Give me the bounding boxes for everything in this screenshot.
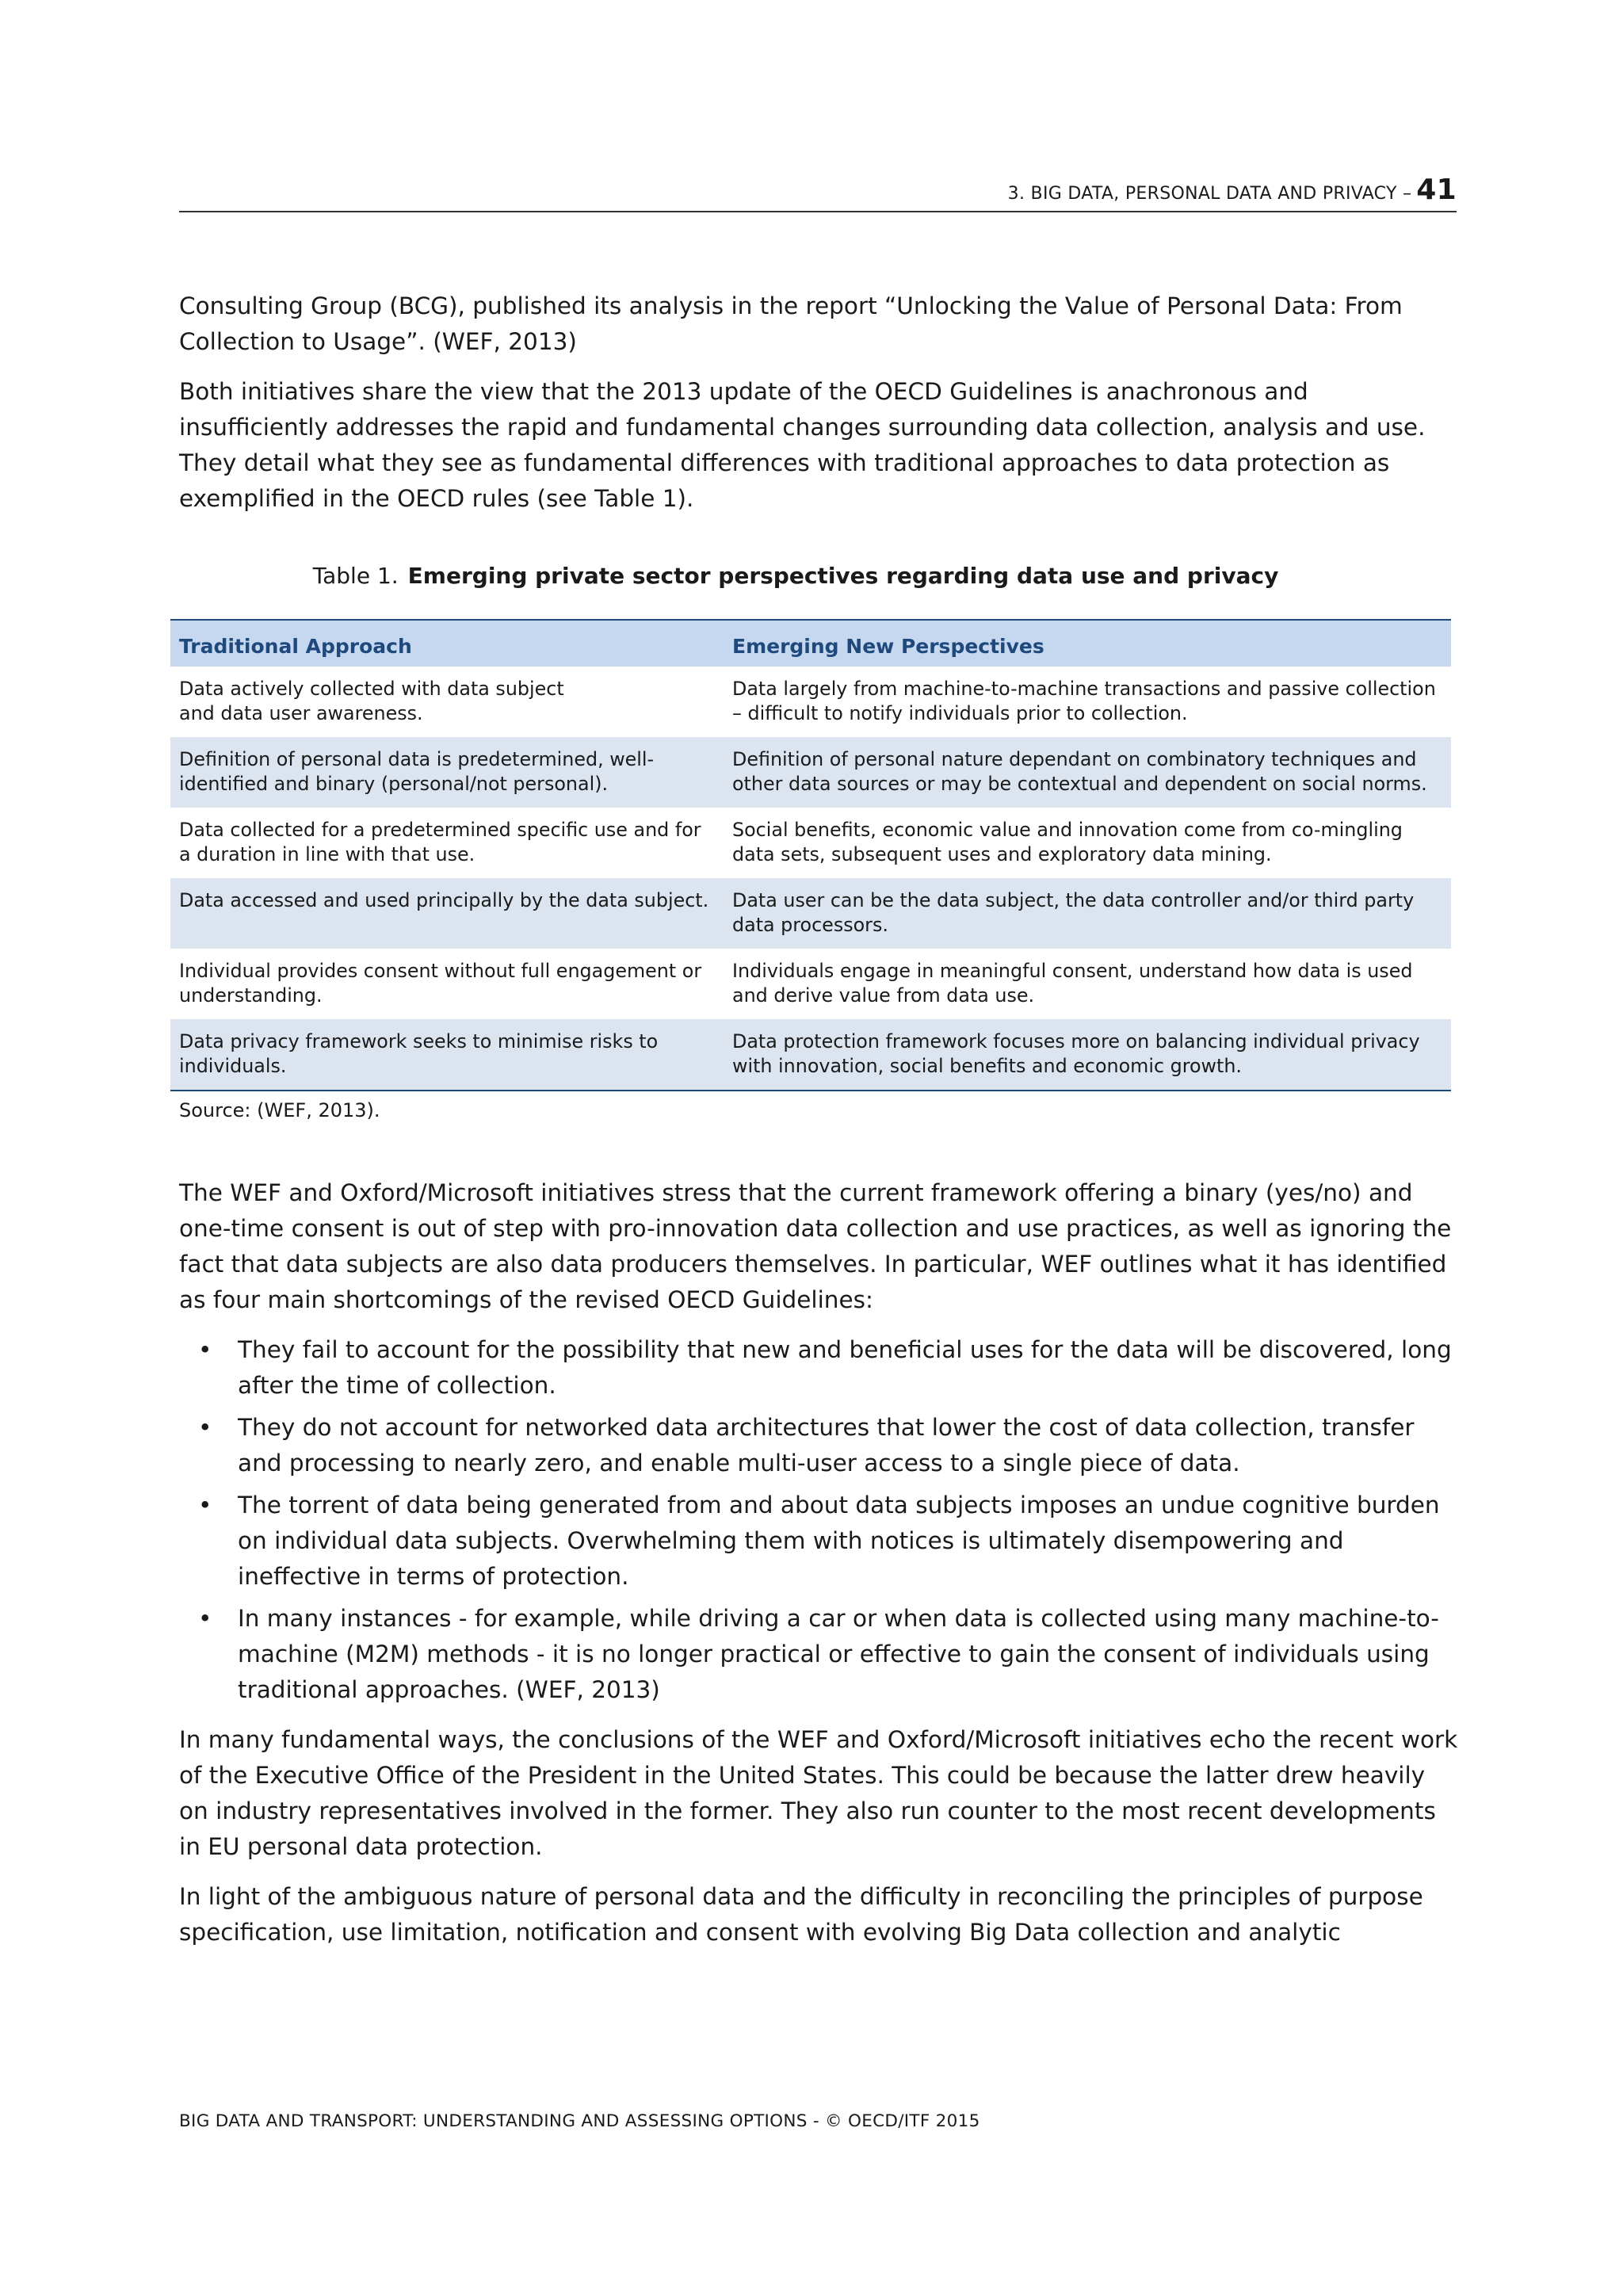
- table-row: [170, 737, 1451, 808]
- table-row: [170, 878, 1451, 949]
- running-header: [179, 171, 1457, 212]
- bullet-icon: •: [198, 1414, 212, 1441]
- table-cell-emerging: Individuals engage in meaningful consent, understand how data is used and derive value from data use.: [732, 960, 1413, 1007]
- table-row: [170, 667, 1451, 737]
- list-item: • In many instances - for example, while driving a car or when data is collected using many machine-to-machine (M2M) methods - it is no longer practical or effective to gain the consent of individuals using traditional approaches. (WEF, 2013): [238, 1601, 1460, 1708]
- table-cell-traditional: Individual provides consent without full engagement or understanding.: [179, 960, 702, 1007]
- table-row: [170, 949, 1451, 1019]
- table-row: [170, 808, 1451, 878]
- table-cell-traditional: Data accessed and used principally by the data subject.: [170, 878, 724, 949]
- list-item: • They do not account for networked data architectures that lower the cost of data collection, transfer and processing to nearly zero, and enable multi-user access to a single piece of data.: [238, 1410, 1460, 1481]
- table-cell-traditional: Definition of personal data is predetermined, well-identified and binary (personal/not personal).: [170, 737, 724, 808]
- paragraph-conclusions: In many fundamental ways, the conclusions of the WEF and Oxford/Microsoft initiatives echo the recent work of the Executive Office of the President in the United States. This could be because the latter drew heavily on industry representatives involved in the former. They also run counter to the most recent developments in EU personal data protection.: [179, 1726, 1458, 1860]
- bullet-icon: •: [198, 1605, 212, 1632]
- table-row: [170, 1019, 1451, 1091]
- shortcomings-list: [179, 1332, 1460, 1708]
- paragraph-ambiguous-nature: In light of the ambiguous nature of personal data and the difficulty in reconciling the principles of purpose specification, use limitation, notification and consent with evolving Big Data collection and analytic: [179, 1883, 1423, 1946]
- column-header-emerging: Emerging New Perspectives: [724, 620, 1451, 667]
- page-footer: BIG DATA AND TRANSPORT: UNDERSTANDING AND ASSESSING OPTIONS - © OECD/ITF 2015: [179, 2111, 980, 2131]
- bullet-icon: •: [198, 1336, 212, 1363]
- page-content: [179, 288, 1460, 1965]
- list-item: • They fail to account for the possibility that new and beneficial uses for the data will be discovered, long after the time of collection.: [238, 1332, 1460, 1404]
- running-title: 3. BIG DATA, PERSONAL DATA AND PRIVACY – 41: [1007, 174, 1457, 206]
- table-cell-emerging: Definition of personal nature dependant on combinatory techniques and other data sources or may be contextual and dependent on social norms.: [724, 737, 1451, 808]
- column-header-traditional: Traditional Approach: [170, 620, 724, 667]
- table-cell-traditional: Data privacy framework seeks to minimise risks to individuals.: [170, 1019, 724, 1091]
- table-cell-traditional: Data actively collected with data subject and data user awareness.: [179, 678, 564, 724]
- table-cell-emerging: Data user can be the data subject, the data controller and/or third party data processors.: [724, 878, 1451, 949]
- bullet-icon: •: [198, 1492, 212, 1519]
- perspectives-table: [170, 619, 1451, 1091]
- list-item: • The torrent of data being generated from and about data subjects imposes an undue cognitive burden on individual data subjects. Overwhelming them with notices is ultimately disempowering and ineffective in terms of protection.: [238, 1488, 1460, 1595]
- paragraph-intro-2: Both initiatives share the view that the 2013 update of the OECD Guidelines is anachronous and insufficiently addresses the rapid and fundamental changes surrounding data collection, analysis and use. They detail what they see as fundamental differences with traditional approaches to data protection as exemplified in the OECD rules (see Table 1).: [179, 378, 1426, 512]
- table-cell-emerging: Data protection framework focuses more on balancing individual privacy with innovation, social benefits and economic growth.: [724, 1019, 1451, 1091]
- paragraph-intro-1: Consulting Group (BCG), published its analysis in the report “Unlocking the Value of Personal Data: From Collection to Usage”. (WEF, 2013): [179, 292, 1403, 355]
- paragraph-shortcomings-intro: The WEF and Oxford/Microsoft initiatives stress that the current framework offering a binary (yes/no) and one-time consent is out of step with pro-innovation data collection and use practices, as well as ignoring the fact that data subjects are also data producers themselves. In particular, WEF outlines what it has identified as four main shortcomings of the revised OECD Guidelines:: [179, 1179, 1452, 1313]
- table-cell-emerging: Social benefits, economic value and innovation come from co-mingling data sets, subsequent uses and exploratory data mining.: [732, 819, 1403, 865]
- table-cell-emerging: Data largely from machine-to-machine transactions and passive collection – difficult to notify individuals prior to collection.: [732, 678, 1436, 724]
- table-cell-traditional: Data collected for a predetermined specific use and for a duration in line with that use.: [179, 819, 701, 865]
- table-label: Table 1.: [312, 563, 399, 589]
- table-title: Emerging private sector perspectives regarding data use and privacy: [407, 563, 1279, 589]
- page-number: 41: [1416, 174, 1457, 206]
- table-caption: [179, 563, 1460, 589]
- table-source: Source: (WEF, 2013).: [179, 1099, 380, 1121]
- table-header-row: [170, 620, 1451, 667]
